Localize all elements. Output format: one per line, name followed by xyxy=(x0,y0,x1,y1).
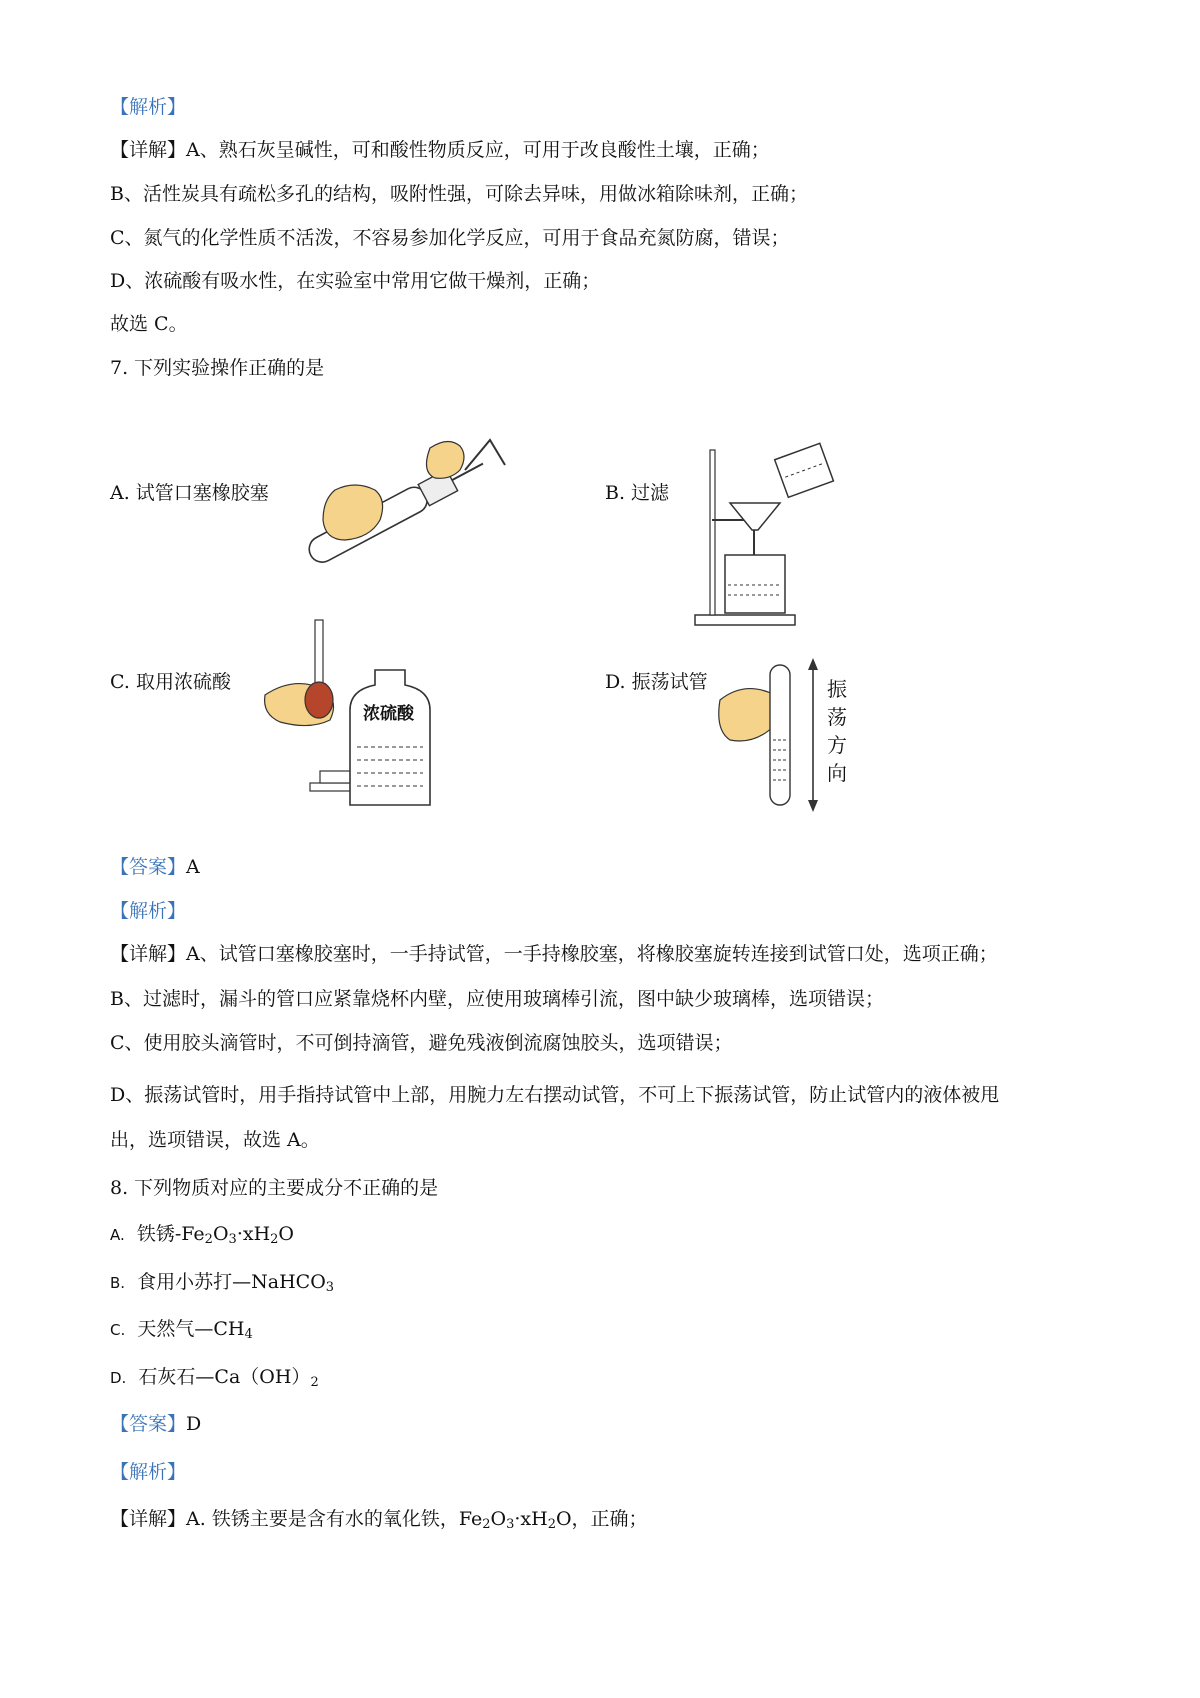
option-b-label: B. 过滤 xyxy=(605,482,670,504)
detail-label: 【详解】 xyxy=(110,139,187,161)
answer-value: A xyxy=(186,856,200,878)
option-b: B. 食用小苏打—NaHCO$_3$ xyxy=(110,1271,335,1295)
analysis-label: 【解析】 xyxy=(110,96,187,118)
detail-line: 出，选项错误，故选 A。 xyxy=(110,1129,320,1151)
dropper-acid-figure xyxy=(255,615,455,810)
detail-line: 【详解】A、熟石灰呈碱性，可和酸性物质反应，可用于改良酸性土壤，正确； xyxy=(110,139,770,161)
option-c: C. 天然气$—CH_4$ xyxy=(110,1318,253,1342)
detail-line: D、振荡试管时，用手指持试管中上部，用腕力左右摆动试管，不可上下振荡试管，防止试管内的液体被甩 xyxy=(110,1084,1000,1106)
shake-label-1: 振 xyxy=(827,677,847,701)
detail-label: 【详解】 xyxy=(110,1508,187,1530)
detail-line: C、氮气的化学性质不活泼，不容易参加化学反应，可用于食品充氮防腐，错误； xyxy=(110,227,790,249)
shake-label-3: 方 xyxy=(827,733,847,757)
shake-label-4: 向 xyxy=(827,761,847,785)
option-a: A. 铁锈$-Fe_2O_3\cdot xH_2O$ xyxy=(110,1223,294,1247)
detail-label: 【详解】 xyxy=(110,943,187,965)
option-a-label: A. 试管口塞橡胶塞 xyxy=(110,482,269,504)
shake-label-2: 荡 xyxy=(827,705,847,729)
conclusion-line: 故选 C。 xyxy=(110,313,188,335)
option-c-label: C. 取用浓硫酸 xyxy=(110,671,231,693)
option-d: D. 石灰石$—Ca(OH)_2$ xyxy=(110,1366,319,1390)
question-stem: 7. 下列实验操作正确的是 xyxy=(110,357,325,379)
shaking-tube-figure xyxy=(715,670,825,820)
detail-line: C、使用胶头滴管时，不可倒持滴管，避免残液倒流腐蚀胶头，选项错误； xyxy=(110,1032,733,1054)
detail-line: B、活性炭具有疏松多孔的结构，吸附性强，可除去异味，用做冰箱除味剂，正确； xyxy=(110,183,808,205)
detail-line: D、浓硫酸有吸水性，在实验室中常用它做干燥剂，正确； xyxy=(110,270,601,292)
answer-line xyxy=(110,1411,201,1437)
stopper-insertion-figure xyxy=(290,430,510,570)
question-stem: 8. 下列物质对应的主要成分不正确的是 xyxy=(110,1177,439,1199)
detail-line: B、过滤时，漏斗的管口应紧靠烧杯内壁，应使用玻璃棒引流，图中缺少玻璃棒，选项错误； xyxy=(110,988,884,1010)
answer-value: D xyxy=(186,1413,202,1435)
analysis-label: 【解析】 xyxy=(110,900,187,922)
bottle-label: 浓硫酸 xyxy=(363,704,414,724)
answer-label: 【答案】 xyxy=(110,1413,187,1435)
detail-line: 【详解】A、试管口塞橡胶塞时，一手持试管，一手持橡胶塞，将橡胶塞旋转连接到试管口处，选项正确； xyxy=(110,943,998,965)
detail-line: 【详解】A. 铁锈主要是含有水的氧化铁，$Fe_2O_3\cdot xH_2O$，正确； xyxy=(110,1508,648,1532)
filtration-figure xyxy=(690,445,840,630)
analysis-label: 【解析】 xyxy=(110,1461,187,1483)
option-d-label: D. 振荡试管 xyxy=(605,671,708,693)
answer-line xyxy=(110,854,200,880)
answer-label: 【答案】 xyxy=(110,856,187,878)
